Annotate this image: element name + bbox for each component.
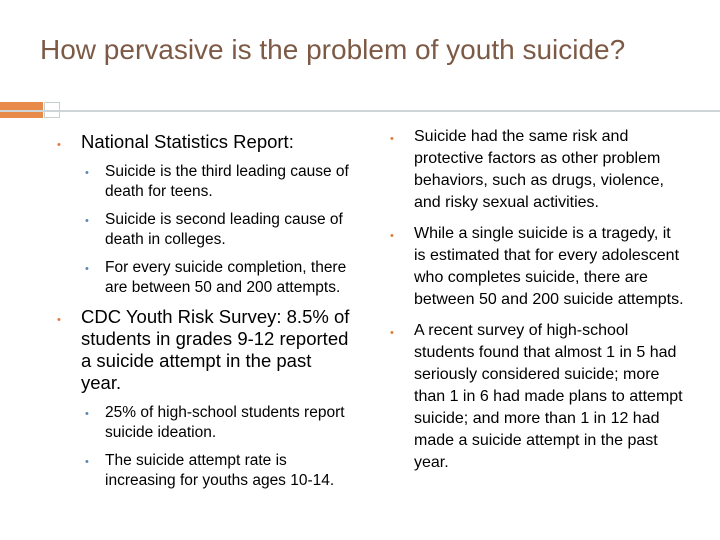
sub-bullet: [81, 210, 356, 250]
bullet-text: Suicide had the same risk and protective factors as other problem behaviors, such as drugs, violence, and risky sexual activities.: [414, 128, 664, 211]
sub-bullet-icon: •: [85, 215, 89, 227]
sub-bullet: [81, 403, 356, 443]
bullet-icon: •: [390, 327, 394, 339]
sub-bullet-list: [81, 162, 356, 298]
bullet-text: CDC Youth Risk Survey: 8.5% of students in grades 9-12 reported a suicide attempt in the past year.: [81, 306, 350, 393]
sub-bullet: [81, 258, 356, 298]
bullet-risk-factors: [386, 126, 686, 214]
bullet-recent-survey: [386, 320, 686, 474]
sub-bullet-icon: •: [85, 167, 89, 179]
sub-bullet: [81, 451, 356, 491]
bullet-text: National Statistics Report:: [81, 131, 294, 152]
bullet-national-statistics: [56, 131, 356, 298]
bullet-icon: •: [57, 314, 61, 326]
bullet-cdc-survey: [56, 306, 356, 491]
bullet-icon: •: [57, 139, 61, 151]
sub-bullet-list: [81, 403, 356, 491]
sub-bullet-text: Suicide is the third leading cause of death for teens.: [105, 163, 349, 200]
bullet-icon: •: [390, 133, 394, 145]
sub-bullet-icon: •: [85, 263, 89, 275]
sub-bullet-text: The suicide attempt rate is increasing for youths ages 10-14.: [105, 452, 335, 489]
right-bullet-list: [386, 126, 686, 474]
sub-bullet-text: Suicide is second leading cause of death in colleges.: [105, 211, 343, 248]
sub-bullet-icon: •: [85, 408, 89, 420]
sub-bullet-text: 25% of high-school students report suicide ideation.: [105, 404, 345, 441]
bullet-tragedy-estimate: [386, 223, 686, 311]
slide-title: How pervasive is the problem of youth suicide?: [40, 34, 626, 65]
sub-bullet-icon: •: [85, 456, 89, 468]
sub-bullet-text: For every suicide completion, there are between 50 and 200 attempts.: [105, 259, 347, 296]
right-column: [386, 126, 686, 483]
sub-bullet: [81, 162, 356, 202]
left-bullet-list: [56, 131, 356, 491]
bullet-icon: •: [390, 230, 394, 242]
left-column: [56, 126, 356, 499]
bullet-text: While a single suicide is a tragedy, it is estimated that for every adolescent who completes suicide, there are between 50 and 200 suicide attempts.: [414, 225, 684, 308]
bullet-text: A recent survey of high-school students found that almost 1 in 5 had seriously considered suicide; more than 1 in 6 had made plans to attempt suicide; and more than 1 in 12 had made a suicide attempt in the past year.: [414, 322, 683, 471]
title-divider: [0, 110, 720, 112]
